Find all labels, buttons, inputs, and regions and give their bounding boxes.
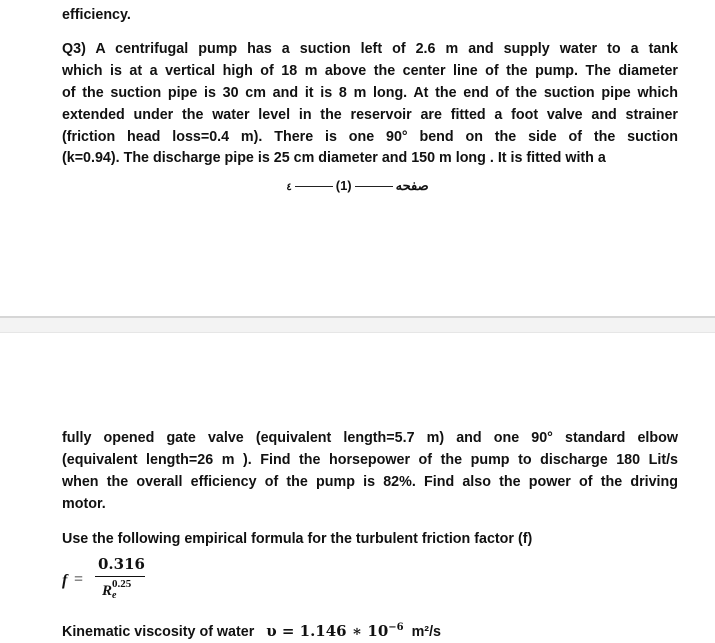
question-line: Q3) A centrifugal pump has a suction left of 2.6 m and supply water to a tank (62, 41, 678, 57)
formula-numerator: 0.316 (98, 555, 145, 573)
denominator-base: R (102, 583, 113, 599)
viscosity-unit: m²/s (411, 623, 441, 640)
viscosity-exponent: −6 (388, 622, 404, 633)
page-word: صفحه (395, 178, 429, 193)
continuation-line: motor. (62, 496, 106, 512)
continuation-line: (equivalent length=26 m ). Find the horsepower of the pump to discharge 180 Lit/s (62, 452, 678, 468)
question-line: of the suction pipe is 30 cm and it is 8 m long. At the end of the suction pipe which (62, 85, 678, 101)
viscosity-label: Kinematic viscosity of water (62, 623, 255, 640)
formula-denominator (102, 580, 131, 600)
page-separator (0, 316, 715, 333)
question-line: (k=0.94). The discharge pipe is 25 cm diameter and 150 m long . It is fitted with a (62, 150, 606, 166)
denominator-subscript: e (112, 590, 117, 601)
page-footer: ٤ (1) صفحه (286, 178, 429, 193)
question-line: (friction head loss=0.4 m). There is one 90° bend on the side of the suction (62, 129, 678, 145)
denominator-exponent: 0.25 (112, 578, 132, 590)
question-line: which is at a vertical high of 18 m above the center line of the pump. The diameter (62, 63, 678, 79)
continuation-line: when the overall efficiency of the pump is 82%. Find also the power of the driving (62, 474, 678, 490)
page-number: (1) (335, 178, 352, 193)
formula-lhs: f (62, 572, 68, 589)
fraction-bar (95, 576, 145, 577)
continuation-line: fully opened gate valve (equivalent length=5.7 m) and one 90° standard elbow (62, 430, 678, 446)
viscosity-line (62, 619, 678, 641)
formula-intro: Use the following empirical formula for the turbulent friction factor (f) (62, 531, 533, 547)
previous-line-text: efficiency. (62, 7, 131, 23)
viscosity-expression: υ = 1.146 ∗ 10 (266, 621, 389, 640)
formula-equals: = (74, 571, 84, 588)
question-line: extended under the water level in the reservoir are fitted a foot valve and strainer (62, 107, 678, 123)
